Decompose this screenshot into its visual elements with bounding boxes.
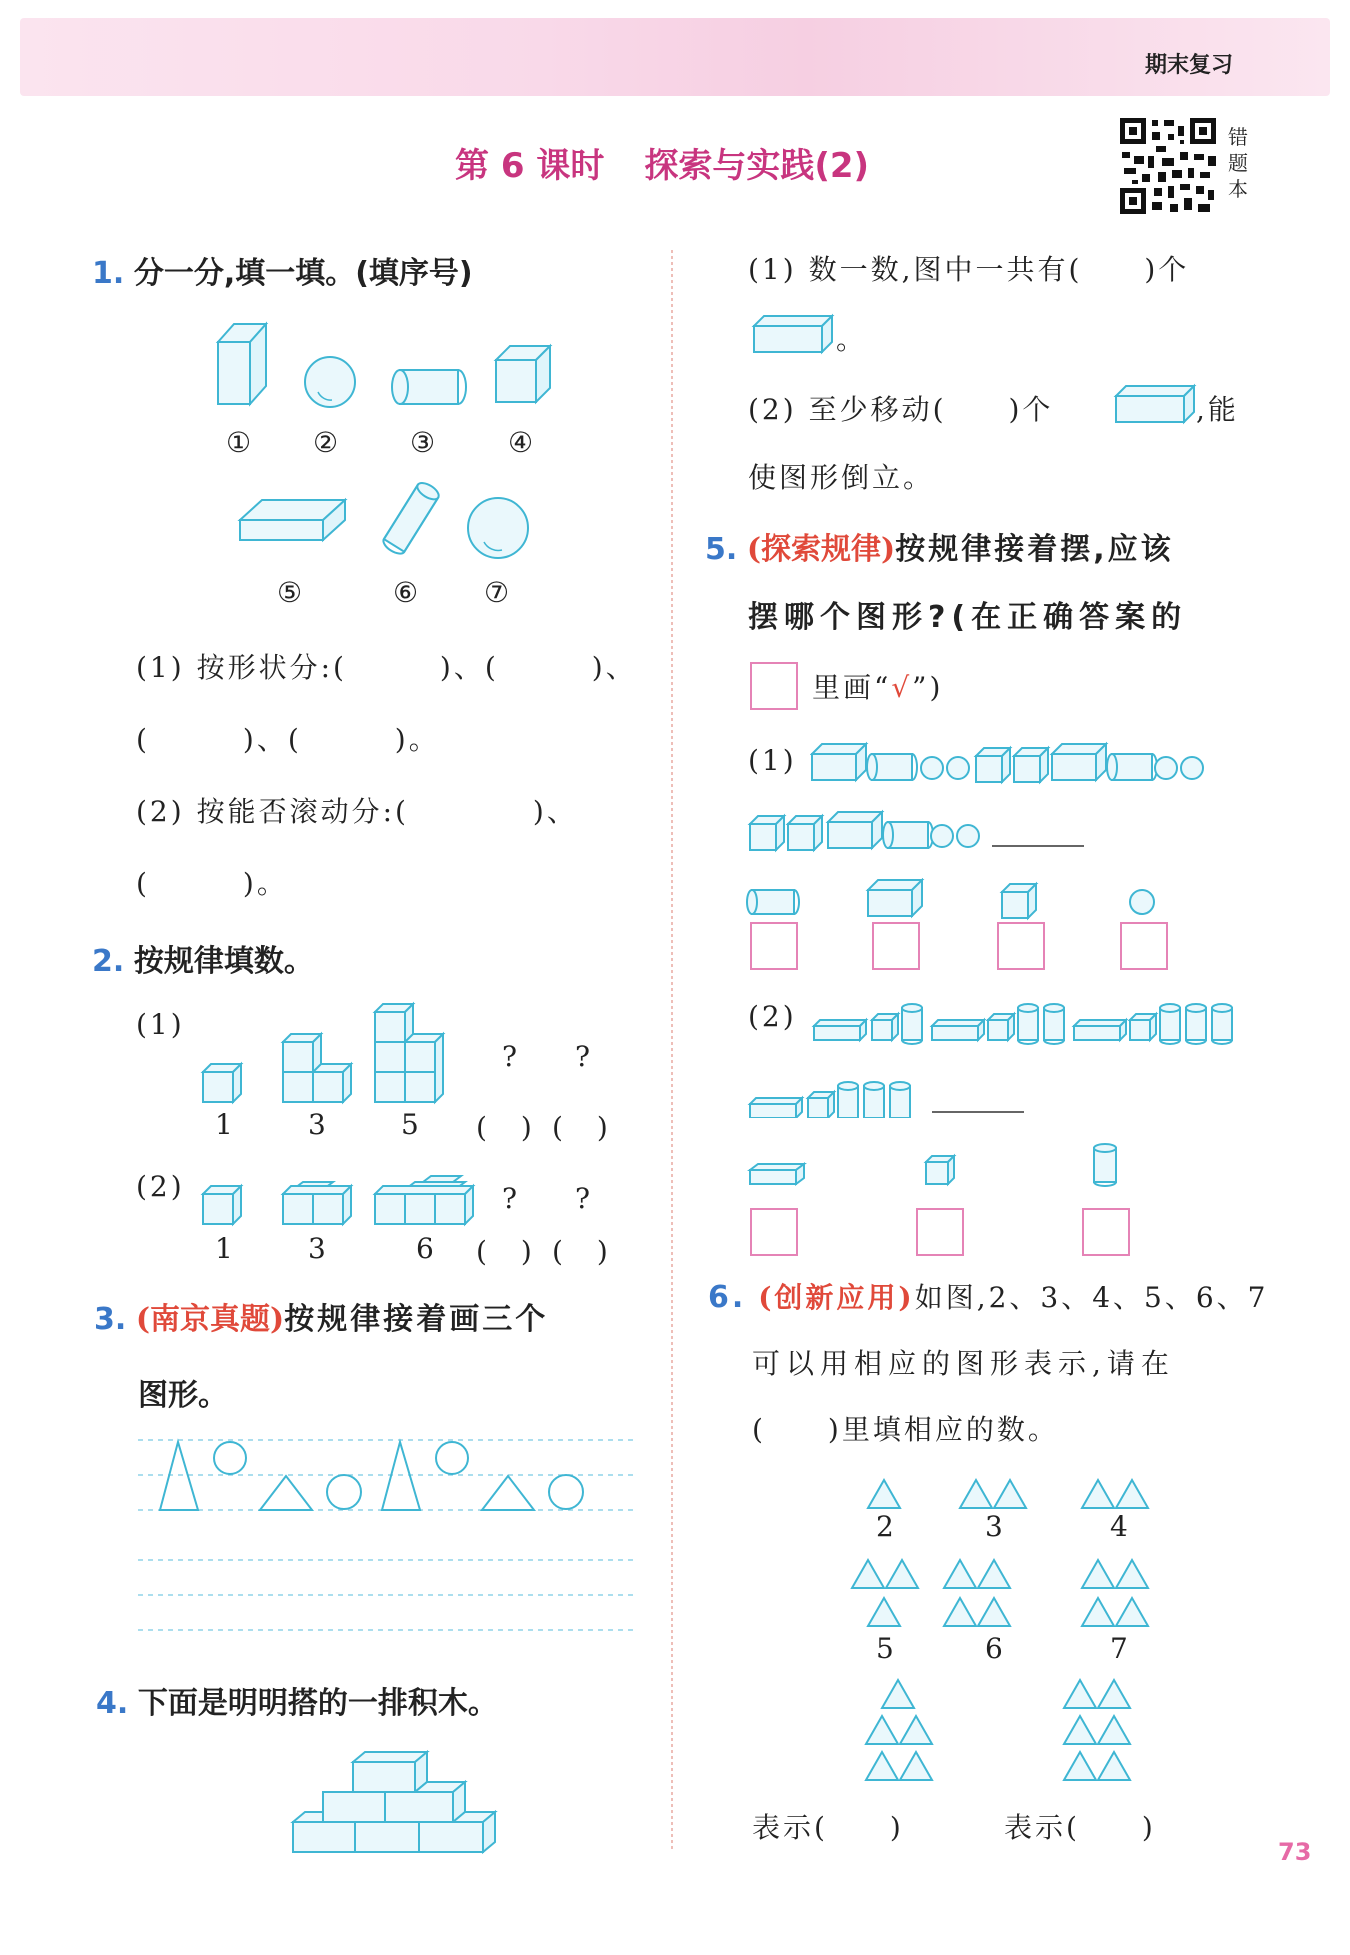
q6-num-6: 6 [985, 1632, 1006, 1665]
q1-part1-line1: (1) 按形状分:( )、( )、 [136, 651, 637, 684]
sphere-shape [947, 757, 969, 779]
flat-group-1 [203, 1186, 241, 1224]
triangle-shape [994, 1480, 1026, 1508]
q1-label-5: ⑤ [277, 576, 303, 609]
q5-part2-sequence [810, 990, 1260, 1050]
option-flat-prism [750, 1164, 804, 1184]
q5-stem-line3: 里画“√”) [812, 671, 944, 704]
upright-cylinder-shape [864, 1082, 884, 1118]
q4-stem: 4. 下面是明明搭的一排积木。 [96, 1686, 498, 1721]
q5-answer-box-sample [750, 662, 798, 710]
q6-stem: 6. (创新应用)如图,2、3、4、5、6、7 [708, 1280, 1269, 1315]
upright-cylinder-shape [1044, 1004, 1064, 1044]
q2-row1-q1: ? [502, 1040, 521, 1073]
qr-code-icon[interactable] [1118, 116, 1222, 216]
q1-label-1: ① [226, 426, 252, 459]
triangle-shape [944, 1598, 976, 1626]
triangle-shape [900, 1752, 932, 1780]
q2-row2-num-3: 6 [416, 1232, 437, 1265]
q1-label-7: ⑦ [484, 576, 510, 609]
triangle-shape [1082, 1598, 1114, 1626]
q2-row2-num-1: 1 [215, 1232, 236, 1265]
q4-part2-line2: 使图形倒立。 [748, 461, 935, 494]
q2-row2-blank-2[interactable]: ( ) [552, 1235, 611, 1268]
q6-num-7: 7 [1110, 1632, 1131, 1665]
q1-part1-line2: ( )、( )。 [136, 723, 440, 756]
q2-row1-num-1: 1 [215, 1108, 236, 1141]
triangle-shape [1082, 1480, 1114, 1508]
q5-part2-box-1[interactable] [750, 1208, 798, 1256]
q3-stem-line2: 图形。 [138, 1378, 228, 1413]
q5-part1-label: (1) [748, 744, 797, 777]
q2-row1-cubes [195, 1000, 455, 1110]
q2-row2-blank-1[interactable]: ( ) [476, 1235, 535, 1268]
cuboid-shape [872, 1014, 898, 1040]
triangle-shape [1064, 1680, 1096, 1708]
cuboid-shape [932, 1020, 984, 1040]
page-number: 73 [1278, 1838, 1312, 1866]
upright-cylinder-shape [1186, 1004, 1206, 1044]
q4-part1-line2: 。 [836, 323, 868, 356]
cylinder-shape [883, 822, 933, 848]
cuboid-shape [976, 748, 1010, 782]
option-upright-cylinder [1094, 1144, 1116, 1186]
q3-stem: 3. (南京真题)按规律接着画三个 [94, 1302, 549, 1337]
triangle-shape [978, 1560, 1010, 1588]
sphere-shape [957, 825, 979, 847]
q1-shapes [200, 310, 560, 610]
q5-stem: 5. (探索规律)按规律接着摆,应该 [705, 532, 1174, 567]
q2-row1-num-2: 3 [308, 1108, 329, 1141]
shape-3-cylinder [392, 370, 466, 404]
q4-part2-line1-end: ,能 [1196, 393, 1239, 426]
header-band [20, 18, 1330, 96]
cuboid-shape [828, 812, 882, 848]
triangle-shape [1098, 1716, 1130, 1744]
q5-part1-box-1[interactable] [750, 922, 798, 970]
q6-stem-line3: ( )里填相应的数。 [752, 1413, 1059, 1446]
upright-cylinder-shape [838, 1082, 858, 1118]
cuboid-shape [814, 1020, 866, 1040]
cuboid-shape [812, 744, 866, 780]
q1-label-6: ⑥ [393, 576, 419, 609]
q6-answer-2[interactable]: 表示( ) [1004, 1811, 1156, 1844]
triangle-shape [1098, 1680, 1130, 1708]
q2-stem: 2. 按规律填数。 [92, 944, 314, 979]
q2-row2-q1: ? [502, 1182, 521, 1215]
option-cuboid [868, 880, 922, 916]
cube-stack-5 [375, 1004, 443, 1102]
sphere-shape [1155, 757, 1177, 779]
q4-part2-line1: (2) 至少移动( )个 [748, 393, 1054, 426]
cuboid-shape [750, 1098, 802, 1118]
q2-row1-label: (1) [136, 1008, 185, 1041]
option-cube [1002, 884, 1036, 918]
q5-part1-box-2[interactable] [872, 922, 920, 970]
option-sphere [1130, 890, 1154, 914]
triangle-shape [882, 1680, 914, 1708]
triangle-shape [868, 1598, 900, 1626]
q2-row2-label: (2) [136, 1170, 185, 1203]
triangle-shape [852, 1560, 884, 1588]
triangle-shape [1082, 1560, 1114, 1588]
cube-stack-3 [283, 1034, 351, 1102]
triangle-shape [1116, 1598, 1148, 1626]
lesson-title: 第 6 课时 探索与实践(2) [455, 146, 870, 186]
q5-part2-box-3[interactable] [1082, 1208, 1130, 1256]
shape-2-sphere [305, 357, 355, 407]
q4-part1-line1: (1) 数一数,图中一共有( )个 [748, 253, 1190, 286]
cylinder-shape [1107, 754, 1157, 780]
shape-7-sphere [468, 498, 528, 558]
q2-row1-blank-1[interactable]: ( ) [476, 1111, 535, 1144]
shape-1-tall-prism [218, 324, 266, 404]
upright-cylinder-shape [1018, 1004, 1038, 1044]
q5-part2-label: (2) [748, 1000, 797, 1033]
triangle-shape [866, 1716, 898, 1744]
option-cylinder [747, 890, 799, 914]
q1-label-3: ③ [410, 426, 436, 459]
q4-brick-icon-2 [1112, 382, 1198, 426]
cuboid-shape [788, 816, 822, 850]
q1-stem: 1. 分一分,填一填。(填序号) [92, 256, 473, 291]
cuboid-shape [1074, 1020, 1126, 1040]
upright-cylinder-shape [902, 1004, 922, 1044]
q2-row2-cubes [195, 1160, 485, 1240]
cube-stack-1 [203, 1064, 241, 1102]
q5-part1-box-3[interactable] [997, 922, 1045, 970]
tall-triangle-shape [160, 1442, 198, 1510]
q2-row2-q2: ? [575, 1182, 594, 1215]
q6-num-4: 4 [1110, 1510, 1131, 1543]
triangle-shape [886, 1560, 918, 1588]
q6-num-3: 3 [985, 1510, 1006, 1543]
shape-4-cube [496, 346, 550, 402]
triangle-shape [900, 1716, 932, 1744]
q1-label-4: ④ [508, 426, 534, 459]
q1-part2-line1: (2) 按能否滚动分:( )、 [136, 795, 578, 828]
triangle-shape [868, 1480, 900, 1508]
q5-stem-line2: 摆哪个图形?(在正确答案的 [748, 600, 1188, 635]
q4-brick-icon [750, 312, 836, 356]
upright-cylinder-shape [1212, 1004, 1232, 1044]
triangle-shape [978, 1598, 1010, 1626]
q5-part2-sequence-row2 [746, 1068, 1096, 1118]
triangle-shape [1064, 1716, 1096, 1744]
sphere-shape [921, 757, 943, 779]
q1-part2-line2: ( )。 [136, 867, 288, 900]
q2-row1-q2: ? [575, 1040, 594, 1073]
triangle-shape [944, 1560, 976, 1588]
q2-row1-blank-2[interactable]: ( ) [552, 1111, 611, 1144]
upright-cylinder-shape [890, 1082, 910, 1118]
cuboid-shape [988, 1014, 1014, 1040]
q6-answer-1[interactable]: 表示( ) [752, 1811, 904, 1844]
q6-stem-line2: 可以用相应的图形表示,请在 [752, 1347, 1175, 1380]
upright-cylinder-shape [1160, 1004, 1180, 1044]
q5-part2-options [746, 1142, 1146, 1192]
triangle-shape [1098, 1752, 1130, 1780]
flat-group-3 [283, 1182, 351, 1224]
cuboid-shape [808, 1092, 834, 1118]
cuboid-shape [1014, 748, 1048, 782]
triangle-shape [1116, 1480, 1148, 1508]
q5-part1-sequence-row2 [746, 806, 1096, 856]
sphere-shape [1181, 757, 1203, 779]
column-divider [670, 250, 674, 1850]
triangle-shape [866, 1752, 898, 1780]
sphere-shape [931, 825, 953, 847]
section-label: 期末复习 [1145, 53, 1234, 78]
qr-side-label: 错 题 本 [1228, 125, 1248, 201]
triangle-shape [1064, 1752, 1096, 1780]
q4-block-pyramid [285, 1742, 505, 1854]
q5-part1-options [746, 878, 1176, 928]
triangle-shape [1116, 1560, 1148, 1588]
q6-num-5: 5 [876, 1632, 897, 1665]
cuboid-shape [1130, 1014, 1156, 1040]
q2-row1-num-3: 5 [401, 1108, 422, 1141]
shape-6-tilted-cylinder [381, 480, 442, 557]
cylinder-shape [867, 754, 917, 780]
q6-num-2: 2 [876, 1510, 897, 1543]
cuboid-shape [750, 816, 784, 850]
shape-5-flat-prism [240, 500, 345, 540]
flat-group-6 [375, 1176, 473, 1224]
q5-part2-box-2[interactable] [916, 1208, 964, 1256]
q3-drawing-area[interactable] [138, 1430, 638, 1640]
cuboid-shape [1052, 744, 1106, 780]
option-small-cube [926, 1156, 954, 1184]
q1-label-2: ② [313, 426, 339, 459]
triangle-shape [960, 1480, 992, 1508]
q2-row2-num-2: 3 [308, 1232, 329, 1265]
q5-part1-box-4[interactable] [1120, 922, 1168, 970]
